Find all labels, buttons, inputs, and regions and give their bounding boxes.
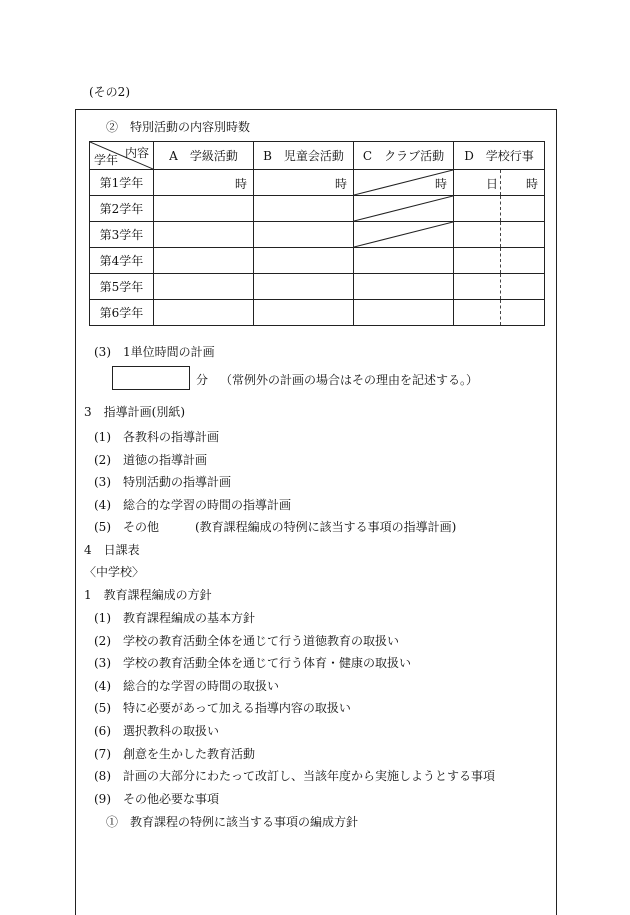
minutes-unit: 分 (196, 373, 209, 387)
sub-item: ① 教育課程の特例に該当する事項の編成方針 (106, 815, 359, 829)
cell-b-grade4 (254, 248, 354, 274)
dashed-divider (500, 248, 501, 273)
cell-d-grade1 (454, 170, 545, 196)
grade-label: 第1学年 (90, 170, 154, 196)
hour-unit: 時 (434, 177, 447, 191)
diagonal-strike (354, 222, 453, 247)
cell-a-grade4 (154, 248, 254, 274)
corner-label-content: 内容 (124, 146, 149, 160)
cell-a-grade5 (154, 274, 254, 300)
special-activities-table (89, 141, 545, 326)
cell-d-grade6 (454, 300, 545, 326)
grade-label: 第6学年 (90, 300, 154, 326)
corner-cell (90, 142, 154, 170)
dashed-divider (500, 170, 501, 195)
list-item: (1) 各教科の指導計画 (94, 430, 219, 444)
hour-unit: 時 (234, 177, 247, 191)
part-label: (その2) (89, 85, 130, 99)
section2-title: ② 特別活動の内容別時数 (106, 120, 251, 134)
dashed-divider (500, 274, 501, 299)
cell-c-grade5 (354, 274, 454, 300)
cell-d-grade2 (454, 196, 545, 222)
list-item: (6) 選択教科の取扱い (94, 724, 219, 738)
grade-label: 第5学年 (90, 274, 154, 300)
list-item: (8) 計画の大部分にわたって改訂し、当該年度から実施しようとする事項 (94, 769, 496, 783)
list-item: (4) 総合的な学習の時間の指導計画 (94, 498, 291, 512)
middle-school-label: 〈中学校〉 (84, 565, 145, 579)
list-item: (5) 特に必要があって加える指導内容の取扱い (94, 701, 351, 715)
list-item: (2) 道徳の指導計画 (94, 453, 207, 467)
day-unit: 日 (485, 177, 498, 191)
dashed-divider (500, 196, 501, 221)
ms-section1-title: 1 教育課程編成の方針 (84, 588, 212, 602)
unit-plan-note: （常例外の計画の場合はその理由を記述する。） (220, 373, 479, 387)
cell-a-grade3 (154, 222, 254, 248)
cell-c-grade1 (354, 170, 454, 196)
list-item: (9) その他必要な事項 (94, 792, 219, 806)
cell-a-grade6 (154, 300, 254, 326)
cell-c-grade6 (354, 300, 454, 326)
unit-plan-title: (3) 1単位時間の計画 (94, 345, 215, 359)
cell-a-grade1 (154, 170, 254, 196)
grade-label: 第4学年 (90, 248, 154, 274)
list-item: (1) 教育課程編成の基本方針 (94, 611, 255, 625)
cell-c-grade2 (354, 196, 454, 222)
cell-b-grade1 (254, 170, 354, 196)
col-header-c: C クラブ活動 (354, 142, 454, 170)
hour-unit: 時 (525, 177, 538, 191)
hour-unit: 時 (334, 177, 347, 191)
cell-a-grade2 (154, 196, 254, 222)
cell-c-grade3 (354, 222, 454, 248)
list-item: (3) 特別活動の指導計画 (94, 475, 231, 489)
grade-label: 第3学年 (90, 222, 154, 248)
minutes-input-box (112, 366, 190, 390)
section4-title: 4 日課表 (84, 543, 140, 557)
corner-label-grade: 学年 (94, 153, 119, 167)
list-item: (5) その他 (教育課程編成の特例に該当する事項の指導計画) (94, 520, 457, 534)
dashed-divider (500, 300, 501, 325)
list-item: (7) 創意を生かした教育活動 (94, 747, 255, 761)
cell-d-grade4 (454, 248, 545, 274)
cell-c-grade4 (354, 248, 454, 274)
cell-d-grade3 (454, 222, 545, 248)
cell-b-grade2 (254, 196, 354, 222)
cell-b-grade3 (254, 222, 354, 248)
dashed-divider (500, 222, 501, 247)
col-header-d: D 学校行事 (454, 142, 545, 170)
col-header-b: B 児童会活動 (254, 142, 354, 170)
list-item: (4) 総合的な学習の時間の取扱い (94, 679, 279, 693)
cell-d-grade5 (454, 274, 545, 300)
grade-label: 第2学年 (90, 196, 154, 222)
section3-title: 3 指導計画(別紙) (84, 405, 185, 419)
diagonal-strike (354, 196, 453, 221)
cell-b-grade5 (254, 274, 354, 300)
cell-b-grade6 (254, 300, 354, 326)
list-item: (2) 学校の教育活動全体を通じて行う道徳教育の取扱い (94, 634, 400, 648)
col-header-a: A 学級活動 (154, 142, 254, 170)
list-item: (3) 学校の教育活動全体を通じて行う体育・健康の取扱い (94, 656, 412, 670)
